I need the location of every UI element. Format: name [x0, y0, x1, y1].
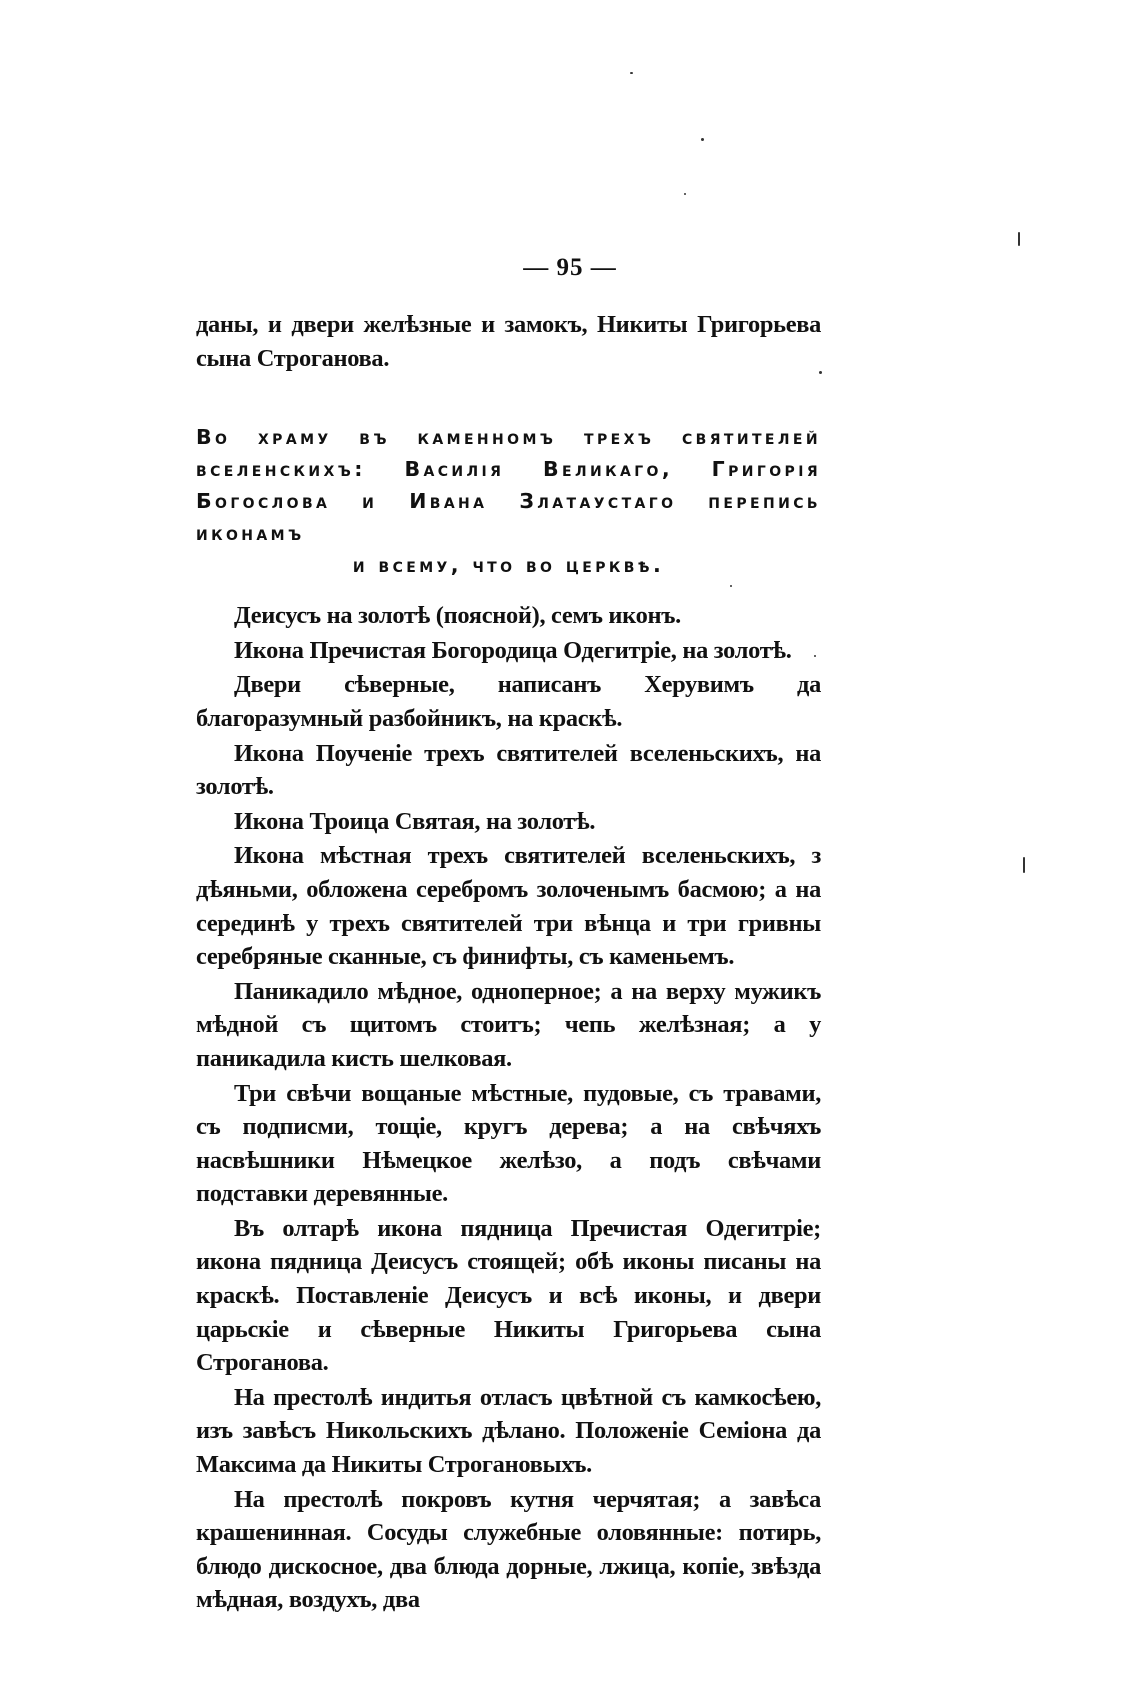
scan-speck: [814, 655, 816, 657]
section-heading: [196, 421, 821, 581]
scan-speck: [819, 371, 822, 374]
section-heading-main: Во храму въ каменномъ трехъ святителей вселенскихъ: Василія Великаго, Григорія Богослова и Ивана Златаустаго перепись иконамъ: [196, 425, 821, 546]
text-column: [196, 308, 821, 1617]
section-heading-last-line: и всему, что во церквѣ.: [352, 553, 665, 578]
paragraph: Икона Поученіе трехъ святителей вселеньскихъ, на золотѣ.: [196, 739, 821, 801]
continued-paragraph: даны, и двери желѣзные и замокъ, Никиты Григорьева сына Строганова.: [196, 311, 821, 372]
paragraph: Двери сѣверные, написанъ Херувимъ да благоразумный разбойникъ, на краскѣ.: [196, 671, 821, 732]
paragraph: Икона Троица Святая, на золотѣ.: [234, 807, 596, 835]
paragraph: Три свѣчи вощаные мѣстные, пудовые, съ травами, съ подписми, тощіе, кругъ дерева; а на свѣчяхъ насвѣшники Нѣмецкое желѣзо, а подъ свѣчами подставки деревянные.: [196, 1079, 821, 1208]
paragraph: На престолѣ покровъ кутня черчятая; а завѣса крашенинная. Сосуды служебные оловянные: потирь, блюдо дискосное, два блюда дорные, лжица, копіе, звѣзда мѣдная, воздухъ, два: [196, 1485, 821, 1614]
paragraph: Икона Пречистая Богородица Одегитріе, на золотѣ.: [234, 636, 792, 664]
scan-speck: [630, 72, 633, 74]
scan-speck: [701, 138, 704, 141]
paragraph: Икона мѣстная трехъ святителей вселеньскихъ, з дѣяньми, обложена серебромъ золоченымъ басмою; а на серединѣ у трехъ святителей три вѣнца и три гривны серебряные сканные, съ финифты, съ каменьемъ.: [196, 842, 821, 971]
paragraph: Паникадило мѣдное, одноперное; а на верху мужикъ мѣдной съ щитомъ стоитъ; чепь желѣзная; а у паникадила кисть шелковая.: [196, 977, 821, 1072]
paragraph: Деисусъ на золотѣ (поясной), семъ иконъ.: [234, 602, 681, 630]
paragraph: Въ олтарѣ икона пядница Пречистая Одегитріе; икона пядница Деисусъ стоящей; обѣ иконы писаны на краскѣ. Поставленіе Деисусъ и всѣ иконы, и двери царьскіе и сѣверные Никиты Григорьева сына Строганова.: [196, 1214, 821, 1377]
scan-speck: [684, 193, 686, 195]
scan-speck: [730, 585, 732, 587]
scan-speck: [1023, 857, 1025, 873]
page-number: — 95 —: [523, 254, 617, 281]
scan-speck: [1018, 232, 1020, 246]
paragraph: На престолѣ индитья отласъ цвѣтной съ камкосѣею, изъ завѣсъ Никольскихъ дѣлано. Положеніе Семіона да Максима да Никиты Строгановыхъ.: [196, 1383, 821, 1479]
